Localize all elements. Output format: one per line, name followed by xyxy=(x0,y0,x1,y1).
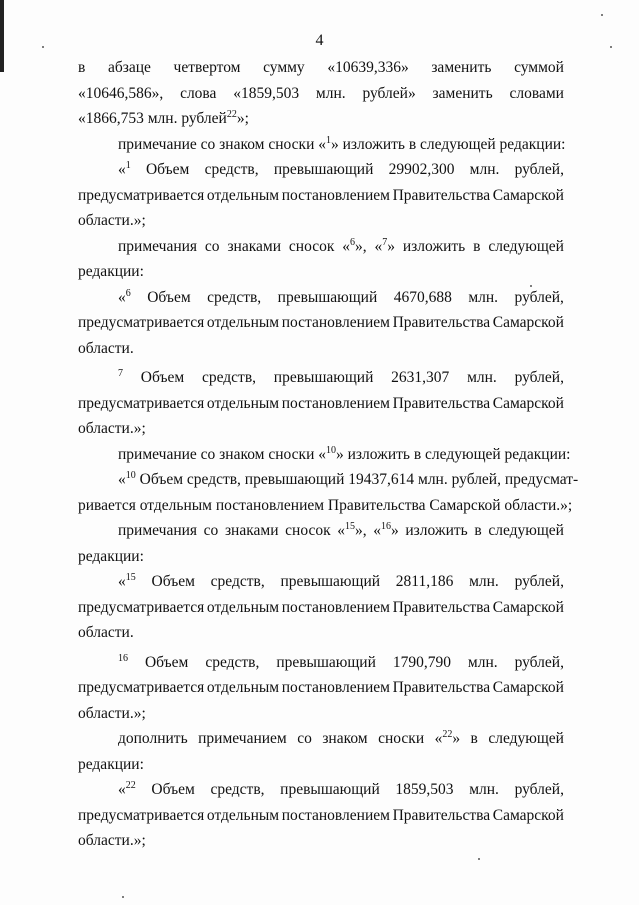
text-line: «10646,586», слова «1859,503 млн. рублей» заменить словами xyxy=(78,84,564,102)
paragraph-note-7 xyxy=(78,365,564,442)
word: отдельным xyxy=(206,314,280,331)
text-line: «$^{22}$ Объем средств, превышающий 1859,503 млн. рублей, xyxy=(118,780,564,798)
text-line xyxy=(78,183,564,209)
text-line: примечание со знаком сноски «$^{10}$» изложить в следующей редакции: xyxy=(118,444,571,463)
text-line: редакции: xyxy=(78,547,144,565)
text-line: области.»; xyxy=(78,212,146,229)
footnote-marker: 22 xyxy=(226,109,237,120)
text-line: примечание со знаком сноски «$^1$» изложить в следующей редакции: xyxy=(118,134,566,153)
paragraph-note-6 xyxy=(78,285,564,362)
scan-speck xyxy=(478,858,480,860)
scan-speck xyxy=(530,285,532,287)
text-line: $^7$ Объем средств, превышающий 2631,307 млн. рублей, xyxy=(118,368,564,386)
scan-speck xyxy=(122,896,124,898)
text-line: в абзаце четвертом сумму «10639,336» заменить суммой xyxy=(78,59,564,76)
text-line: $^{16}$ Объем средств, превышающий 1790,790 млн. рублей, xyxy=(118,652,564,671)
word: Самарской xyxy=(492,186,564,204)
text-line: области.»; xyxy=(78,704,146,722)
word: постановлением xyxy=(281,186,390,204)
paragraph-note-15 xyxy=(78,569,564,646)
paragraph-note-1-intro xyxy=(78,132,564,158)
footnote-marker: 22 xyxy=(125,780,136,791)
word: Самарской xyxy=(492,314,564,331)
word: отдельным xyxy=(206,806,280,824)
footnote-marker: 1 xyxy=(326,134,331,146)
text-line: «$^1$ Объем средств, превышающий 29902,300 млн. рублей, xyxy=(118,160,564,178)
word: отдельным xyxy=(206,679,280,696)
text-line xyxy=(78,310,564,336)
paragraph-note-1 xyxy=(78,157,564,234)
footnote-marker: 7 xyxy=(118,368,123,379)
footnote-marker: 16 xyxy=(381,521,391,532)
text-line xyxy=(78,803,564,829)
word: Самарской xyxy=(492,598,564,616)
footnote-marker: 1 xyxy=(125,160,131,171)
text-line: области.»; xyxy=(78,420,146,437)
text-line: «$^{10}$ Объем средств, превышающий 19437,614 млн. рублей, предусмат- xyxy=(118,470,579,488)
word: постановлением xyxy=(281,679,390,696)
paragraph-notes-15-16-intro xyxy=(78,518,564,569)
text-line: редакции: xyxy=(78,263,144,280)
word: постановлением xyxy=(281,806,390,824)
text-line: примечания со знаками сносок «$^{15}$», «$^{16}$» изложить в следующей xyxy=(118,521,564,539)
word: Правительства xyxy=(392,394,491,412)
word: постановлением xyxy=(281,394,390,412)
text-line: примечания со знаками сносок «$^6$», «$^7$» изложить в следующей xyxy=(118,236,564,255)
text-line: редакции: xyxy=(78,755,144,773)
footnote-marker: 15 xyxy=(345,521,355,532)
footnote-marker: 7 xyxy=(382,236,388,248)
word: предусматривается xyxy=(78,394,205,412)
footnote-marker: 10 xyxy=(326,444,336,456)
paragraph-note-16 xyxy=(78,650,564,727)
text-line: области.»; xyxy=(78,832,146,849)
paragraph-note-22-intro xyxy=(78,726,564,777)
word: Правительства xyxy=(392,598,491,616)
footnote-marker: 22 xyxy=(442,729,453,740)
word: Правительства xyxy=(392,806,491,824)
word: отдельным xyxy=(206,598,280,616)
word: отдельным xyxy=(206,394,280,412)
paragraph-note-10-intro xyxy=(78,442,571,468)
footnote-marker: 15 xyxy=(125,572,136,583)
word: предусматривается xyxy=(78,806,205,824)
text-line xyxy=(78,595,564,621)
text-line xyxy=(78,675,564,701)
word: предусматривается xyxy=(78,598,205,616)
text-line: дополнить примечанием со знаком сноски «$^{22}$» в следующей xyxy=(118,729,564,747)
scan-speck xyxy=(42,46,44,48)
text-line: области. xyxy=(78,339,134,357)
word: постановлением xyxy=(281,314,390,331)
document-body xyxy=(78,55,579,854)
word: предусматривается xyxy=(78,314,205,331)
paragraph-notes-6-7-intro xyxy=(78,234,564,285)
paragraph-note-22 xyxy=(78,777,564,854)
footnote-marker: 6 xyxy=(125,287,131,299)
text-line: «$^{15}$ Объем средств, превышающий 2811,186 млн. рублей, xyxy=(118,572,564,590)
word: Самарской xyxy=(492,394,564,412)
text-line: области. xyxy=(78,624,134,641)
paragraph-note-10 xyxy=(78,467,579,518)
footnote-marker: 16 xyxy=(118,652,128,664)
word: предусматривается xyxy=(78,679,205,696)
word: Самарской xyxy=(492,679,564,696)
word: Самарской xyxy=(492,806,564,824)
word: Правительства xyxy=(392,186,491,204)
word: постановлением xyxy=(281,598,390,616)
word: Правительства xyxy=(392,314,491,331)
text-line: «1866,753 млн. рублей$^{22}$»; xyxy=(78,109,249,127)
footnote-marker: 10 xyxy=(125,470,136,481)
text-line xyxy=(78,391,564,417)
footnote-marker: 6 xyxy=(350,236,355,248)
scan-speck xyxy=(610,46,612,48)
scan-speck xyxy=(601,14,603,16)
text-line: «$^6$ Объем средств, превышающий 4670,688 млн. рублей, xyxy=(118,287,564,306)
paragraph-amount-change xyxy=(78,55,564,132)
word: Правительства xyxy=(392,679,491,696)
word: предусматривается xyxy=(78,186,205,204)
page-number: 4 xyxy=(315,32,324,49)
word: отдельным xyxy=(206,186,280,204)
text-line: ривается отдельным постановлением Правительства Самарской области.»; xyxy=(78,496,573,514)
